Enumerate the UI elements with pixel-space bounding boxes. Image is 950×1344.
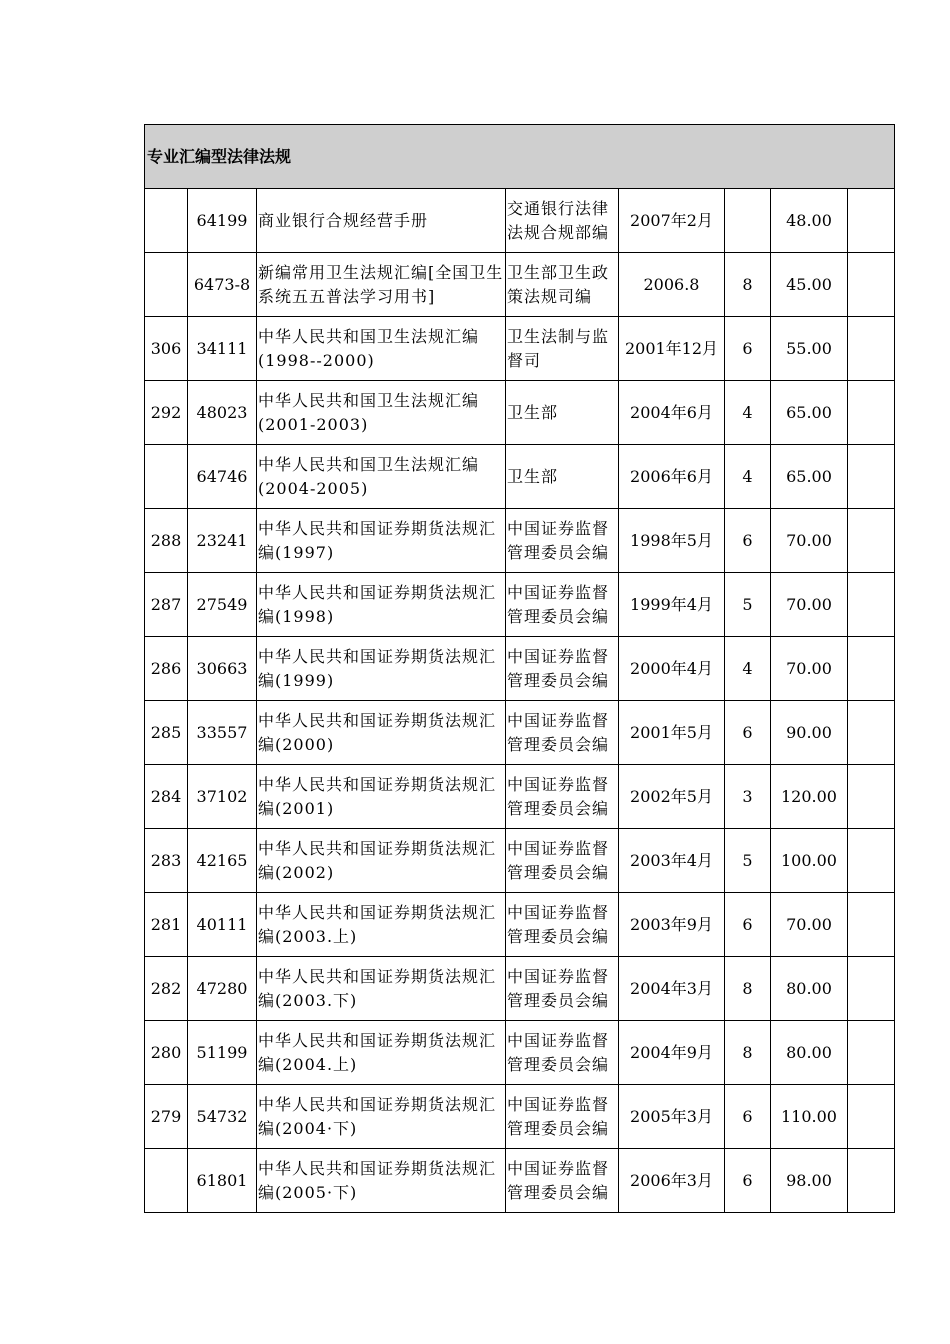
cell-serial-no: 283 <box>145 829 188 893</box>
cell-price: 45.00 <box>771 253 848 317</box>
cell-extra <box>848 957 895 1021</box>
table-row <box>145 1021 895 1085</box>
cell-extra <box>848 381 895 445</box>
cell-serial-no: 287 <box>145 573 188 637</box>
cell-publisher: 卫生法制与监督司 <box>506 317 619 381</box>
cell-publish-date: 2000年4月 <box>619 637 725 701</box>
cell-extra <box>848 1149 895 1213</box>
table-row <box>145 445 895 509</box>
cell-book-code: 48023 <box>188 381 257 445</box>
cell-serial-no: 279 <box>145 1085 188 1149</box>
cell-serial-no <box>145 253 188 317</box>
cell-publish-date: 2003年4月 <box>619 829 725 893</box>
cell-serial-no: 280 <box>145 1021 188 1085</box>
cell-publish-date: 2006年3月 <box>619 1149 725 1213</box>
cell-book-title: 中华人民共和国证券期货法规汇编(2002) <box>257 829 506 893</box>
cell-book-code: 54732 <box>188 1085 257 1149</box>
cell-quantity: 6 <box>725 893 771 957</box>
cell-extra <box>848 573 895 637</box>
cell-quantity <box>725 189 771 253</box>
cell-book-code: 64746 <box>188 445 257 509</box>
cell-serial-no: 306 <box>145 317 188 381</box>
cell-publish-date: 2004年3月 <box>619 957 725 1021</box>
cell-book-code: 37102 <box>188 765 257 829</box>
cell-price: 110.00 <box>771 1085 848 1149</box>
cell-book-title: 中华人民共和国证券期货法规汇编(2005·下) <box>257 1149 506 1213</box>
cell-serial-no: 288 <box>145 509 188 573</box>
cell-publisher: 卫生部卫生政策法规司编 <box>506 253 619 317</box>
cell-publisher: 交通银行法律法规合规部编 <box>506 189 619 253</box>
cell-book-title: 中华人民共和国证券期货法规汇编(1997) <box>257 509 506 573</box>
cell-quantity: 4 <box>725 445 771 509</box>
cell-publish-date: 2004年9月 <box>619 1021 725 1085</box>
table-row <box>145 381 895 445</box>
table-row <box>145 893 895 957</box>
cell-book-code: 27549 <box>188 573 257 637</box>
cell-serial-no: 292 <box>145 381 188 445</box>
cell-publisher: 卫生部 <box>506 381 619 445</box>
cell-serial-no: 282 <box>145 957 188 1021</box>
cell-book-title: 中华人民共和国卫生法规汇编(2004-2005) <box>257 445 506 509</box>
cell-price: 98.00 <box>771 1149 848 1213</box>
cell-price: 90.00 <box>771 701 848 765</box>
cell-extra <box>848 829 895 893</box>
cell-publish-date: 2007年2月 <box>619 189 725 253</box>
cell-extra <box>848 1021 895 1085</box>
cell-price: 80.00 <box>771 957 848 1021</box>
cell-book-title: 新编常用卫生法规汇编[全国卫生系统五五普法学习用书] <box>257 253 506 317</box>
section-title: 专业汇编型法律法规 <box>145 125 895 189</box>
law-catalog-table <box>144 124 895 1213</box>
cell-book-title: 中华人民共和国卫生法规汇编(2001-2003) <box>257 381 506 445</box>
cell-extra <box>848 893 895 957</box>
cell-book-code: 64199 <box>188 189 257 253</box>
cell-extra <box>848 317 895 381</box>
cell-book-title: 中华人民共和国证券期货法规汇编(2000) <box>257 701 506 765</box>
cell-publish-date: 2006年6月 <box>619 445 725 509</box>
cell-extra <box>848 1085 895 1149</box>
table-row <box>145 829 895 893</box>
cell-quantity: 3 <box>725 765 771 829</box>
cell-quantity: 5 <box>725 829 771 893</box>
cell-book-title: 中华人民共和国卫生法规汇编(1998--2000) <box>257 317 506 381</box>
cell-quantity: 6 <box>725 317 771 381</box>
table-row <box>145 765 895 829</box>
cell-publish-date: 2001年12月 <box>619 317 725 381</box>
table-row <box>145 509 895 573</box>
cell-book-code: 30663 <box>188 637 257 701</box>
cell-book-title: 商业银行合规经营手册 <box>257 189 506 253</box>
cell-book-code: 42165 <box>188 829 257 893</box>
cell-price: 70.00 <box>771 637 848 701</box>
table-row <box>145 189 895 253</box>
cell-serial-no: 284 <box>145 765 188 829</box>
cell-book-code: 23241 <box>188 509 257 573</box>
cell-extra <box>848 701 895 765</box>
cell-publisher: 中国证券监督管理委员会编 <box>506 1149 619 1213</box>
cell-price: 70.00 <box>771 573 848 637</box>
cell-quantity: 6 <box>725 1149 771 1213</box>
cell-price: 70.00 <box>771 893 848 957</box>
cell-publish-date: 2003年9月 <box>619 893 725 957</box>
cell-extra <box>848 509 895 573</box>
cell-quantity: 6 <box>725 701 771 765</box>
cell-publish-date: 2006.8 <box>619 253 725 317</box>
cell-publish-date: 2002年5月 <box>619 765 725 829</box>
cell-extra <box>848 765 895 829</box>
cell-publisher: 中国证券监督管理委员会编 <box>506 1085 619 1149</box>
cell-publisher: 中国证券监督管理委员会编 <box>506 765 619 829</box>
cell-price: 65.00 <box>771 381 848 445</box>
cell-book-title: 中华人民共和国证券期货法规汇编(2003.上) <box>257 893 506 957</box>
section-header-row <box>145 125 895 189</box>
cell-price: 48.00 <box>771 189 848 253</box>
cell-publisher: 中国证券监督管理委员会编 <box>506 509 619 573</box>
cell-publisher: 中国证券监督管理委员会编 <box>506 1021 619 1085</box>
table-row <box>145 1085 895 1149</box>
cell-quantity: 4 <box>725 381 771 445</box>
cell-publisher: 中国证券监督管理委员会编 <box>506 701 619 765</box>
cell-book-code: 51199 <box>188 1021 257 1085</box>
cell-serial-no <box>145 1149 188 1213</box>
cell-quantity: 8 <box>725 253 771 317</box>
cell-serial-no: 281 <box>145 893 188 957</box>
table-row <box>145 1149 895 1213</box>
cell-publisher: 中国证券监督管理委员会编 <box>506 893 619 957</box>
cell-publish-date: 1999年4月 <box>619 573 725 637</box>
cell-extra <box>848 637 895 701</box>
cell-serial-no: 285 <box>145 701 188 765</box>
cell-book-title: 中华人民共和国证券期货法规汇编(1998) <box>257 573 506 637</box>
cell-book-title: 中华人民共和国证券期货法规汇编(2004·下) <box>257 1085 506 1149</box>
cell-book-code: 34111 <box>188 317 257 381</box>
table-row <box>145 701 895 765</box>
cell-quantity: 4 <box>725 637 771 701</box>
cell-book-code: 33557 <box>188 701 257 765</box>
cell-price: 55.00 <box>771 317 848 381</box>
table-row <box>145 317 895 381</box>
cell-publisher: 中国证券监督管理委员会编 <box>506 957 619 1021</box>
table-row <box>145 957 895 1021</box>
cell-publish-date: 2004年6月 <box>619 381 725 445</box>
cell-publish-date: 2001年5月 <box>619 701 725 765</box>
cell-book-code: 40111 <box>188 893 257 957</box>
cell-publish-date: 1998年5月 <box>619 509 725 573</box>
cell-publisher: 中国证券监督管理委员会编 <box>506 829 619 893</box>
cell-price: 80.00 <box>771 1021 848 1085</box>
cell-extra <box>848 189 895 253</box>
cell-quantity: 8 <box>725 957 771 1021</box>
cell-serial-no <box>145 189 188 253</box>
cell-price: 100.00 <box>771 829 848 893</box>
cell-extra <box>848 445 895 509</box>
cell-price: 120.00 <box>771 765 848 829</box>
cell-publisher: 卫生部 <box>506 445 619 509</box>
cell-quantity: 6 <box>725 509 771 573</box>
table-row <box>145 573 895 637</box>
cell-serial-no: 286 <box>145 637 188 701</box>
cell-publisher: 中国证券监督管理委员会编 <box>506 573 619 637</box>
cell-price: 70.00 <box>771 509 848 573</box>
cell-publish-date: 2005年3月 <box>619 1085 725 1149</box>
cell-book-code: 47280 <box>188 957 257 1021</box>
cell-quantity: 5 <box>725 573 771 637</box>
cell-book-title: 中华人民共和国证券期货法规汇编(2004.上) <box>257 1021 506 1085</box>
table-row <box>145 637 895 701</box>
cell-book-code: 6473-8 <box>188 253 257 317</box>
cell-book-code: 61801 <box>188 1149 257 1213</box>
cell-publisher: 中国证券监督管理委员会编 <box>506 637 619 701</box>
cell-book-title: 中华人民共和国证券期货法规汇编(2001) <box>257 765 506 829</box>
table-row <box>145 253 895 317</box>
cell-serial-no <box>145 445 188 509</box>
cell-extra <box>848 253 895 317</box>
cell-quantity: 6 <box>725 1085 771 1149</box>
cell-book-title: 中华人民共和国证券期货法规汇编(2003.下) <box>257 957 506 1021</box>
cell-quantity: 8 <box>725 1021 771 1085</box>
cell-price: 65.00 <box>771 445 848 509</box>
cell-book-title: 中华人民共和国证券期货法规汇编(1999) <box>257 637 506 701</box>
